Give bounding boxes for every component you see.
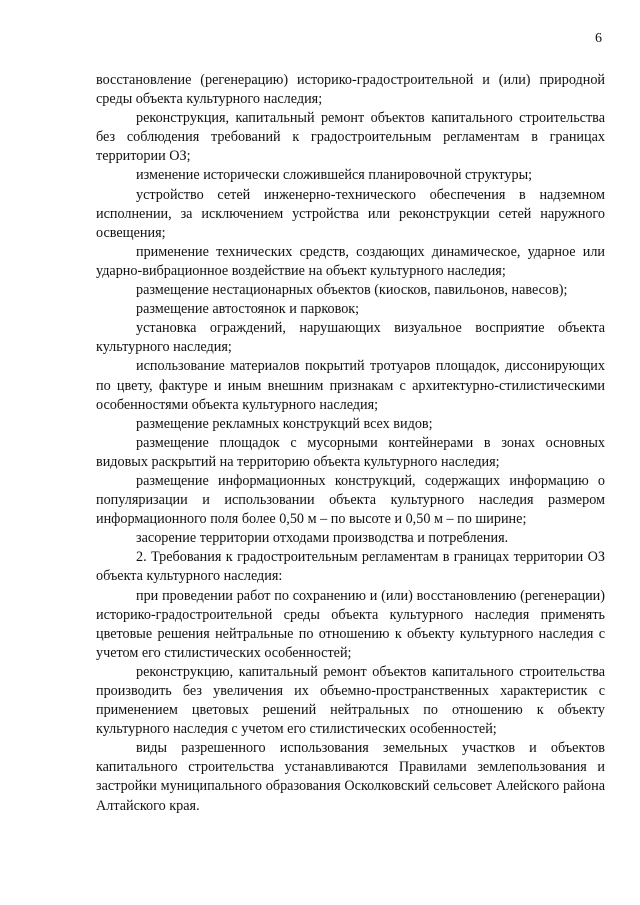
paragraph-continuation: восстановление (регенерацию) историко-градостроительной и (или) природной среды объекта культурного наследия; (96, 72, 605, 108)
document-body (96, 71, 605, 816)
paragraph: устройство сетей инженерно-технического обеспечения в надземном исполнении, за исключением устройства или реконструкции сетей наружного освещения; (96, 186, 605, 241)
paragraph: размещение автостоянок и парковок; (136, 301, 360, 318)
paragraph: виды разрешенного использования земельных участков и объектов капитального строительства устанавливаются Правилами землепользования и застройки муниципального образования Осколковский сельсовет Алейского района Алтайского края. (96, 740, 605, 814)
paragraph: установка ограждений, нарушающих визуальное восприятие объекта культурного наследия; (96, 320, 605, 356)
paragraph: реконструкция, капитальный ремонт объектов капитального строительства без соблюдения требований к градостроительным регламентам в границах территории ОЗ; (96, 110, 605, 165)
paragraph: размещение информационных конструкций, содержащих информацию о популяризации и использовании объекта культурного наследия размером информационного поля более 0,50 м – по высоте и 0,50 м – по ширине; (96, 472, 605, 528)
paragraph: реконструкцию, капитальный ремонт объектов капитального строительства производить без увеличения их объемно-пространственных характеристик с применением цветовых решений нейтральных по отношению к объекту культурного наследия с учетом его стилистических особенностей; (96, 663, 605, 738)
paragraph: изменение исторически сложившейся планировочной структуры; (136, 167, 533, 184)
paragraph: использование материалов покрытий тротуаров площадок, диссонирующих по цвету, фактуре и иным внешним признакам с архитектурно-стилистическими особенностями объекта культурного наследия; (96, 358, 605, 413)
paragraph: засорение территории отходами производства и потребления. (136, 530, 509, 547)
paragraph: размещение площадок с мусорными контейнерами в зонах основных видовых раскрытий на территорию объекта культурного наследия; (96, 434, 605, 470)
paragraph: размещение нестационарных объектов (киосков, павильонов, навесов); (136, 282, 568, 299)
section-heading-paragraph: 2. Требования к градостроительным регламентам в границах территории ОЗ объекта культурного наследия: (96, 549, 605, 585)
paragraph: применение технических средств, создающих динамическое, ударное или ударно-вибрационное воздействие на объект культурного наследия; (96, 243, 605, 279)
paragraph: при проведении работ по сохранению и (или) восстановлению (регенерации) историко-градостроительной среды объекта культурного наследия применять цветовые решения нейтральные по отношению к объекту культурного наследия с учетом его стилистических особенностей; (96, 587, 605, 661)
page-number: 6 (595, 31, 602, 46)
paragraph: размещение рекламных конструкций всех видов; (136, 415, 433, 432)
